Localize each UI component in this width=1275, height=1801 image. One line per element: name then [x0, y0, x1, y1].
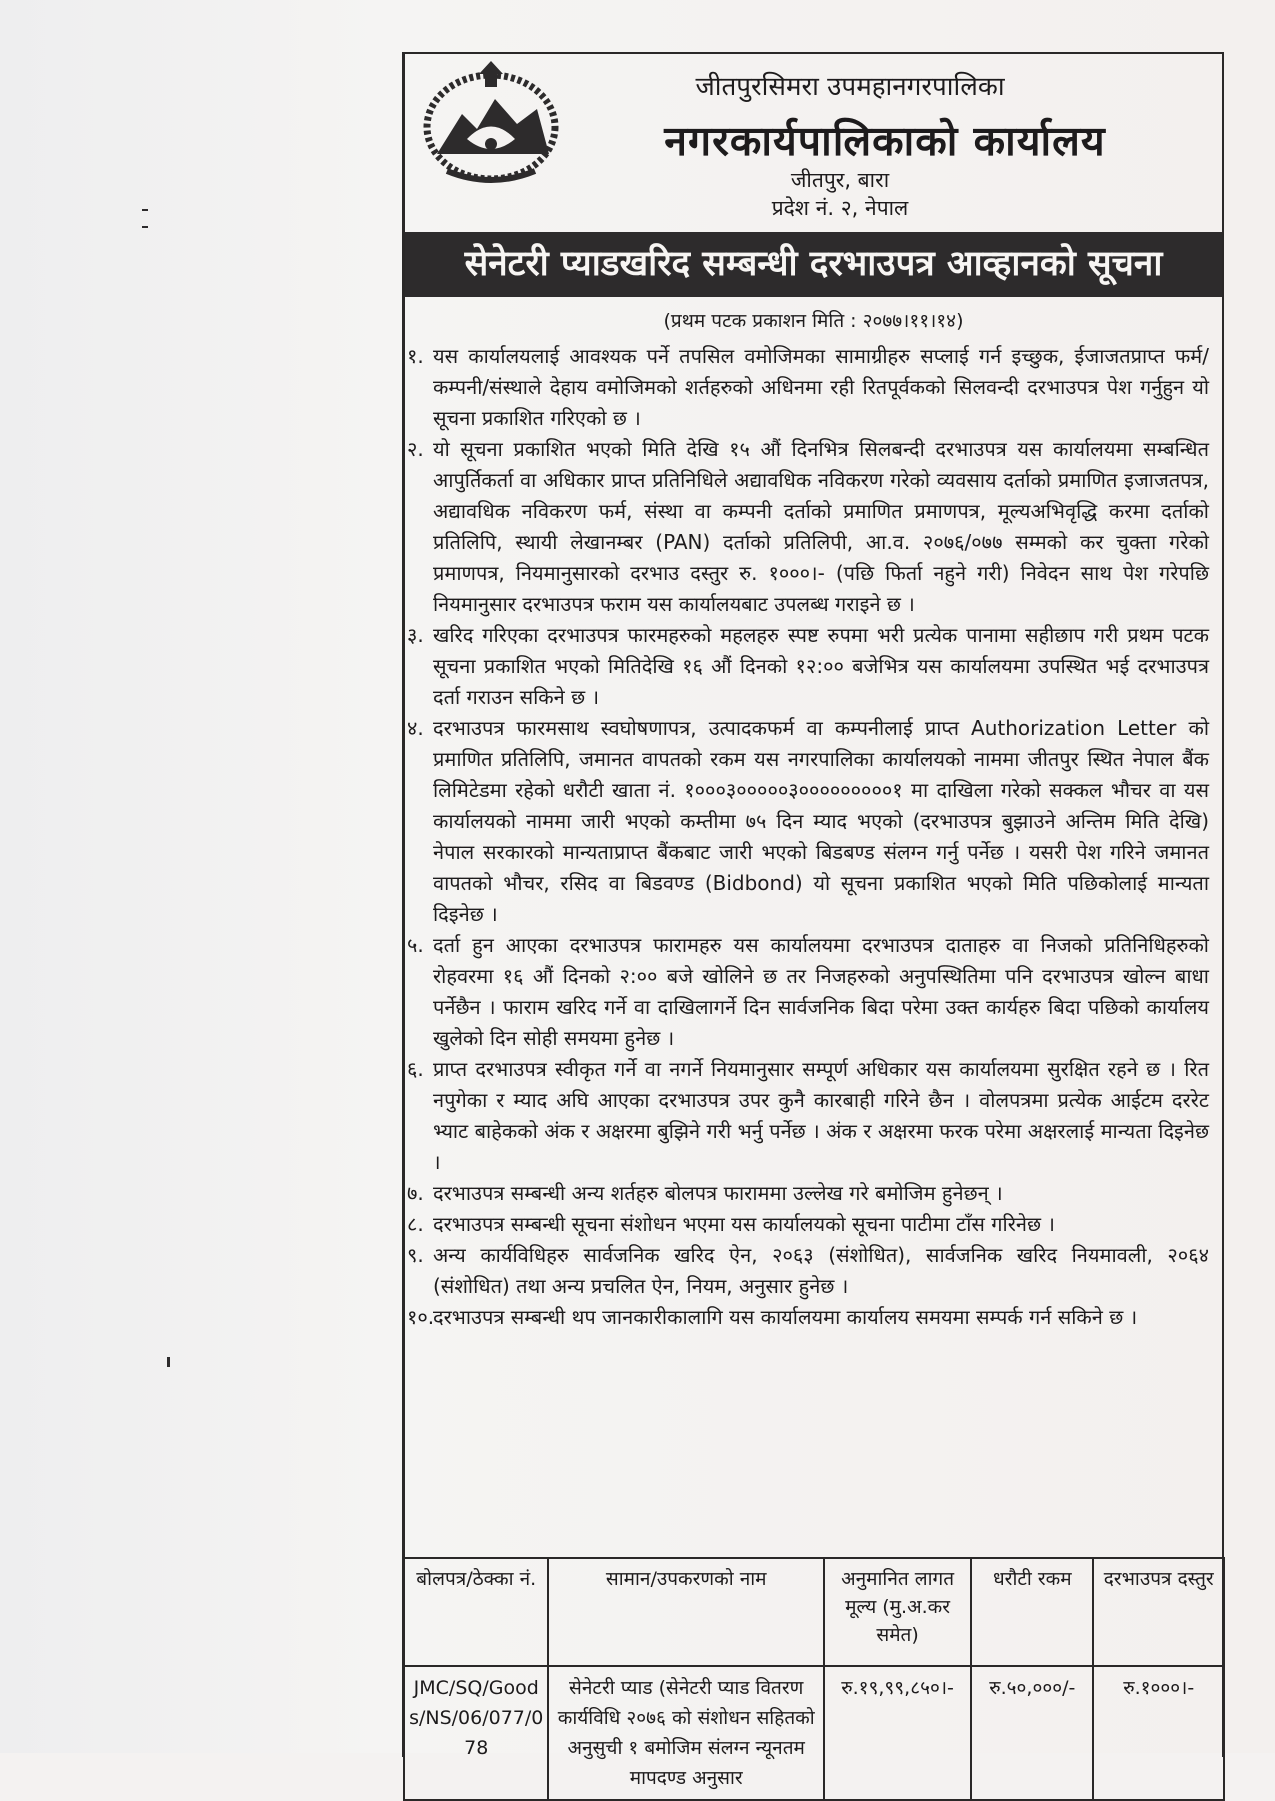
cell-tender-no: JMC/SQ/Goods/NS/06/077/078 — [404, 1666, 548, 1800]
condition-number: ७. — [407, 1181, 424, 1205]
table-header-row — [404, 1558, 1224, 1666]
condition-text: खरिद गरिएका दरभाउपत्र फारमहरुको महलहरु स्पष्ट रुपमा भरी प्रत्येक पानामा सहीछाप गरी प्रथम पटक सूचना प्रकाशित भएको मितिदेखि १६ औं दिनको १२:०० बजेभित्र यस कार्यालयमा उपस्थित भई दरभाउपत्र दर्ता गराउन सकिने छ । — [433, 623, 1209, 709]
notice-title: सेनेटरी प्याडखरिद सम्बन्धी दरभाउपत्र आव्हानको सूचना — [405, 232, 1222, 297]
condition-item — [405, 1209, 1223, 1240]
col-header-fee: दरभाउपत्र दस्तुर — [1093, 1558, 1224, 1666]
condition-item — [405, 620, 1223, 713]
condition-item — [405, 1240, 1223, 1302]
condition-item — [405, 1178, 1223, 1209]
col-header-deposit: धरौटी रकम — [971, 1558, 1093, 1666]
condition-item — [405, 1302, 1223, 1333]
col-header-item-name: सामान/उपकरणको नाम — [548, 1558, 823, 1666]
condition-text: दर्ता हुन आएका दरभाउपत्र फारामहरु यस कार्यालयमा दरभाउपत्र दाताहरु वा निजको प्रतिनिधिहरुको रोहवरमा १६ औं दिनको २:०० बजे खोलिने छ तर निजहरुको अनुपस्थितिमा पनि दरभाउपत्र खोल्न बाधा पर्नेछैन । फाराम खरिद गर्ने वा दाखिलागर्ने दिन सार्वजनिक बिदा परेमा उक्त कार्यहरु बिदा पछिको कार्यालय खुलेको दिन सोही समयमा हुनेछ । — [433, 933, 1209, 1050]
condition-text: दरभाउपत्र सम्बन्धी अन्य शर्तहरु बोलपत्र फाराममा उल्लेख गरे बमोजिम हुनेछन् । — [433, 1181, 1003, 1205]
col-header-tender-no: बोलपत्र/ठेक्का नं. — [404, 1558, 548, 1666]
condition-text: प्राप्त दरभाउपत्र स्वीकृत गर्ने वा नगर्ने नियमानुसार सम्पूर्ण अधिकार यस कार्यालयमा सुरक्षित रहने छ । रित नपुगेका र म्याद अघि आएका दरभाउपत्र उपर कुनै कारबाही गरिने छैन । वोलपत्रमा प्रत्येक आईटम दररेट भ्याट बाहेकको अंक र अक्षरमा बुझिने गरी भर्नु पर्नेछ । अंक र अक्षरमा फरक परेमा अक्षरलाई मान्यता दिइनेछ । — [433, 1057, 1209, 1174]
notice-conditions — [405, 341, 1223, 1333]
margin-mark — [142, 226, 148, 228]
condition-text: दरभाउपत्र सम्बन्धी थप जानकारीकालागि यस कार्यालयमा कार्यालय समयमा सम्पर्क गर्न सकिने छ । — [433, 1305, 1138, 1329]
publication-date: (प्रथम पटक प्रकाशन मिति : २०७७।११।१४) — [663, 310, 964, 332]
condition-number: २. — [407, 437, 424, 461]
condition-item — [405, 713, 1223, 930]
office-location: जीतपुर, बारा — [790, 168, 890, 192]
condition-number: ३. — [407, 623, 424, 647]
cell-deposit: रु.५०,०००/- — [971, 1666, 1093, 1800]
notice-header — [405, 54, 1222, 230]
condition-item — [405, 434, 1223, 620]
condition-number: ५. — [407, 933, 424, 957]
condition-text: दरभाउपत्र सम्बन्धी सूचना संशोधन भएमा यस कार्यालयको सूचना पाटीमा टाँस गरिनेछ । — [433, 1212, 1055, 1236]
condition-item — [405, 930, 1223, 1054]
condition-number: ९. — [407, 1243, 424, 1267]
condition-text: यस कार्यालयलाई आवश्यक पर्ने तपसिल वमोजिमका सामाग्रीहरु सप्लाई गर्न इच्छुक, ईजाजतप्राप्त फर्म/कम्पनी/संस्थाले देहाय वमोजिमको शर्तहरुको अधिनमा रही रितपूर्वकको सिलवन्दी दरभाउपत्र पेश गर्नुहुन यो सूचना प्रकाशित गरिएको छ । — [433, 344, 1209, 430]
condition-number: ६. — [407, 1057, 424, 1081]
cell-fee: रु.१०००।- — [1093, 1666, 1224, 1800]
cell-item-name: सेनेटरी प्याड (सेनेटरी प्याड वितरण कार्यविधि २०७६ को संशोधन सहितको अनुसुची १ बमोजिम संलग्न न्यूनतम मापदण्ड अनुसार — [548, 1666, 823, 1800]
condition-text: अन्य कार्यविधिहरु सार्वजनिक खरिद ऐन, २०६३ (संशोधित), सार्वजनिक खरिद नियमावली, २०६४ (संशोधित) तथा अन्य प्रचलित ऐन, नियम, अनुसार हुनेछ । — [433, 1243, 1209, 1298]
condition-item — [405, 341, 1223, 434]
condition-text: यो सूचना प्रकाशित भएको मिति देखि १५ औं दिनभित्र सिलबन्दी दरभाउपत्र यस कार्यालयमा सम्बन्धित आपुर्तिकर्ता वा अधिकार प्राप्त प्रतिनिधिले अद्यावधिक नविकरण गरेको व्यवसाय दर्ताको प्रमाणित इजाजतपत्र, अद्यावधिक नविकरण फर्म, संस्था वा कम्पनी दर्ताको प्रमाणित प्रमाणपत्र, मूल्यअभिवृद्धि करमा दर्ताको प्रतिलिपि, स्थायी लेखानम्बर (PAN) दर्ताको प्रतिलिपी, आ.व. २०७६/०७७ सम्मको कर चुक्ता गरेको प्रमाणपत्र, नियमानुसारको दरभाउ दस्तुर रु. १०००।- (पछि फिर्ता नहुने गरी) निवेदन साथ पेश गरेपछि नियमानुसार दरभाउपत्र फराम यस कार्यालयबाट उपलब्ध गराइने छ । — [433, 437, 1209, 616]
cell-estimated-cost: रु.१९,९९,८५०।- — [824, 1666, 971, 1800]
municipality-name: जीतपुरसिमरा उपमहानगरपालिका — [695, 72, 1005, 102]
margin-mark — [142, 209, 148, 211]
condition-text: दरभाउपत्र फारमसाथ स्वघोषणापत्र, उत्पादकफर्म वा कम्पनीलाई प्राप्त Authorization Letter को प्रमाणित प्रतिलिपि, जमानत वापतको रकम यस नगरपालिका कार्यालयको नाममा जीतपुर स्थित नेपाल बैंक लिमिटेडमा रहेको धरौटी खाता नं. १०००३०००००३०००००००००१ मा दाखिला गरेको सक्कल भौचर वा यस कार्यालयको नाममा जारी भएको कम्तीमा ७५ दिन म्याद भएको (दरभाउपत्र बुझाउने अन्तिम मिति देखि) नेपाल सरकारको मान्यताप्राप्त बैंकबाट जारी भएको बिडबण्ड संलग्न गर्नु पर्नेछ । यसरी पेश गरिने जमानत वापतको भौचर, रसिद वा बिडवण्ड (Bidbond) यो सूचना प्रकाशित भएको मिति पछिकोलाई मान्यता दिइनेछ । — [433, 716, 1209, 926]
condition-number: १०. — [407, 1305, 435, 1329]
condition-item — [405, 1054, 1223, 1178]
office-province: प्रदेश नं. २, नेपाल — [771, 196, 909, 220]
col-header-estimated-cost: अनुमानित लागत मूल्य (मु.अ.कर समेत) — [824, 1558, 971, 1666]
tender-notice — [402, 52, 1224, 1789]
office-name: नगरकार्यपालिकाको कार्यालय — [664, 117, 1106, 165]
condition-number: ४. — [407, 716, 424, 740]
table-row — [404, 1666, 1224, 1800]
tender-table — [403, 1557, 1225, 1801]
margin-mark — [167, 1357, 170, 1367]
condition-number: ८. — [407, 1212, 424, 1236]
condition-number: १. — [407, 344, 424, 368]
